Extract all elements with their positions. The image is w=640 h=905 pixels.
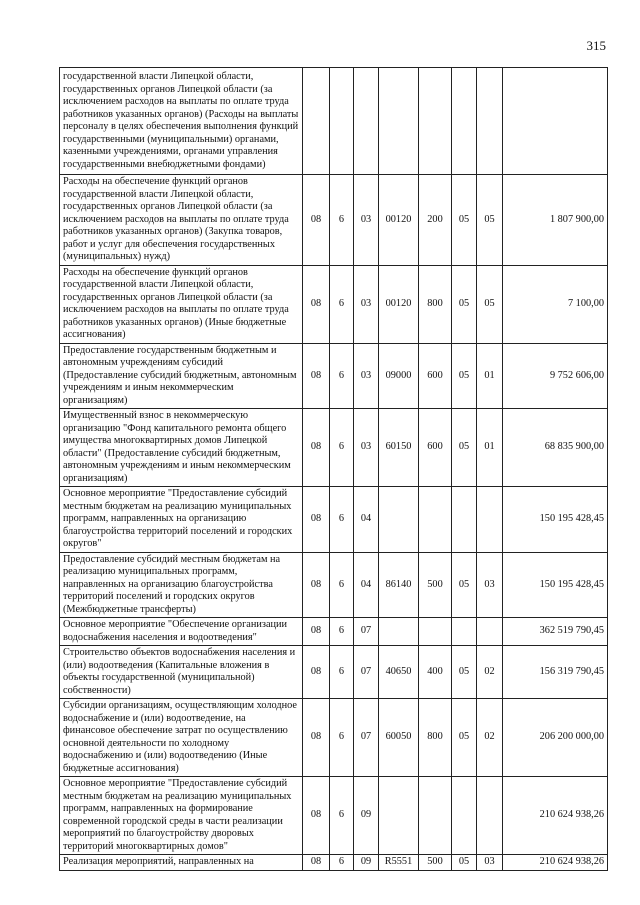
- code-cell: [477, 777, 503, 855]
- code-cell: [379, 777, 419, 855]
- row-name: Расходы на обеспечение функций органов государственной власти Липецкой области, государственных органов Липецкой области (за исключением расходов на выплаты по оплате труда работников указанных органов) (Закупка товаров, работ и услуг для обеспечения государственных (муниципальных) нужд): [60, 175, 303, 266]
- code-cell: 6: [330, 699, 354, 777]
- row-name: Основное мероприятие "Предоставление субсидий местным бюджетам на реализацию муниципальных программ, направленных на организацию благоустройства территорий поселений и городских округов": [60, 487, 303, 553]
- code-cell: 07: [354, 699, 379, 777]
- code-cell: 6: [330, 855, 354, 871]
- code-cell: 05: [452, 265, 477, 343]
- code-cell: 05: [477, 265, 503, 343]
- code-cell: 6: [330, 343, 354, 409]
- code-cell: 05: [452, 552, 477, 618]
- amount-cell: 206 200 000,00: [503, 699, 608, 777]
- code-cell: 01: [477, 343, 503, 409]
- table-row: [60, 699, 608, 777]
- code-cell: [477, 618, 503, 646]
- code-cell: R5551: [379, 855, 419, 871]
- code-cell: 08: [303, 646, 330, 699]
- row-name: государственной власти Липецкой области, государственных органов Липецкой области (за исключением расходов на выплаты по оплате труда работников указанных органов) (Расходы на выплаты персоналу в целях обеспечения выполнения функций государственными (муниципальными) органами, казенными учреждениями, органами управления государственными внебюджетными фондами): [60, 68, 303, 175]
- amount-cell: 68 835 900,00: [503, 409, 608, 487]
- table-row: [60, 68, 608, 175]
- code-cell: 08: [303, 265, 330, 343]
- code-cell: 08: [303, 777, 330, 855]
- code-cell: 07: [354, 618, 379, 646]
- code-cell: 00120: [379, 175, 419, 266]
- amount-cell: 7 100,00: [503, 265, 608, 343]
- code-cell: 08: [303, 552, 330, 618]
- code-cell: 6: [330, 409, 354, 487]
- table-row: [60, 175, 608, 266]
- code-cell: [419, 487, 452, 553]
- table-row: [60, 265, 608, 343]
- code-cell: [452, 487, 477, 553]
- row-name: Имущественный взнос в некоммерческую организацию "Фонд капитального ремонта общего имущества многоквартирных домов Липецкой области" (Предоставление субсидий бюджетным, автономным учреждениям и иным некоммерческим организациям): [60, 409, 303, 487]
- row-name: Субсидии организациям, осуществляющим холодное водоснабжение и (или) водоотведение, на финансовое обеспечение затрат по осуществлению основной деятельности по холодному водоснабжению и (или) водоотведению (Иные бюджетные ассигнования): [60, 699, 303, 777]
- row-name: Реализация мероприятий, направленных на: [60, 855, 303, 871]
- code-cell: 05: [452, 646, 477, 699]
- table-row: [60, 618, 608, 646]
- code-cell: 09: [354, 777, 379, 855]
- code-cell: [379, 487, 419, 553]
- code-cell: 04: [354, 487, 379, 553]
- code-cell: 09000: [379, 343, 419, 409]
- code-cell: 05: [452, 175, 477, 266]
- code-cell: 500: [419, 855, 452, 871]
- code-cell: 08: [303, 699, 330, 777]
- code-cell: [452, 618, 477, 646]
- code-cell: 08: [303, 175, 330, 266]
- table-row: [60, 409, 608, 487]
- code-cell: 6: [330, 777, 354, 855]
- code-cell: 04: [354, 552, 379, 618]
- code-cell: 07: [354, 646, 379, 699]
- code-cell: 05: [477, 175, 503, 266]
- code-cell: [419, 618, 452, 646]
- row-name: Строительство объектов водоснабжения населения и (или) водоотведения (Капитальные вложения в объекты государственной (муниципальной) собственности): [60, 646, 303, 699]
- table-row: [60, 343, 608, 409]
- code-cell: [477, 487, 503, 553]
- amount-cell: 150 195 428,45: [503, 552, 608, 618]
- code-cell: 6: [330, 552, 354, 618]
- code-cell: 05: [452, 855, 477, 871]
- code-cell: 05: [452, 343, 477, 409]
- page-number: 315: [586, 38, 606, 53]
- table-row: [60, 777, 608, 855]
- code-cell: 02: [477, 646, 503, 699]
- code-cell: [303, 68, 330, 175]
- code-cell: 6: [330, 265, 354, 343]
- code-cell: 01: [477, 409, 503, 487]
- code-cell: 05: [452, 409, 477, 487]
- code-cell: 03: [354, 265, 379, 343]
- code-cell: 03: [354, 409, 379, 487]
- code-cell: [330, 68, 354, 175]
- amount-cell: 210 624 938,26: [503, 855, 608, 871]
- code-cell: 800: [419, 265, 452, 343]
- table-row: [60, 646, 608, 699]
- code-cell: 03: [477, 552, 503, 618]
- amount-cell: 362 519 790,45: [503, 618, 608, 646]
- code-cell: 400: [419, 646, 452, 699]
- table-row: [60, 487, 608, 553]
- code-cell: 40650: [379, 646, 419, 699]
- code-cell: 03: [477, 855, 503, 871]
- code-cell: [452, 777, 477, 855]
- code-cell: 600: [419, 343, 452, 409]
- code-cell: 02: [477, 699, 503, 777]
- row-name: Предоставление государственным бюджетным и автономным учреждениям субсидий (Предоставление субсидий бюджетным, автономным учреждениям и иным некоммерческим организациям): [60, 343, 303, 409]
- code-cell: [379, 618, 419, 646]
- table-row: [60, 552, 608, 618]
- code-cell: 08: [303, 487, 330, 553]
- code-cell: [419, 777, 452, 855]
- amount-cell: 9 752 606,00: [503, 343, 608, 409]
- code-cell: 08: [303, 855, 330, 871]
- amount-cell: 156 319 790,45: [503, 646, 608, 699]
- amount-cell: 150 195 428,45: [503, 487, 608, 553]
- code-cell: 03: [354, 343, 379, 409]
- row-name: Основное мероприятие "Обеспечение организации водоснабжения населения и водоотведения": [60, 618, 303, 646]
- code-cell: 800: [419, 699, 452, 777]
- code-cell: 86140: [379, 552, 419, 618]
- table-row: [60, 855, 608, 871]
- code-cell: 6: [330, 646, 354, 699]
- row-name: Основное мероприятие "Предоставление субсидий местным бюджетам на реализацию муниципальных программ, направленных на формирование современной городской среды в части реализации мероприятий по благоустройству дворовых территорий многоквартирных домов": [60, 777, 303, 855]
- budget-table: [59, 67, 608, 871]
- code-cell: 08: [303, 343, 330, 409]
- code-cell: 09: [354, 855, 379, 871]
- code-cell: [354, 68, 379, 175]
- code-cell: [477, 68, 503, 175]
- code-cell: 08: [303, 409, 330, 487]
- code-cell: 60050: [379, 699, 419, 777]
- code-cell: 00120: [379, 265, 419, 343]
- code-cell: [452, 68, 477, 175]
- code-cell: 05: [452, 699, 477, 777]
- code-cell: [379, 68, 419, 175]
- code-cell: 6: [330, 175, 354, 266]
- code-cell: 08: [303, 618, 330, 646]
- amount-cell: [503, 68, 608, 175]
- code-cell: 03: [354, 175, 379, 266]
- code-cell: 600: [419, 409, 452, 487]
- code-cell: 500: [419, 552, 452, 618]
- amount-cell: 210 624 938,26: [503, 777, 608, 855]
- code-cell: 60150: [379, 409, 419, 487]
- amount-cell: 1 807 900,00: [503, 175, 608, 266]
- code-cell: 6: [330, 618, 354, 646]
- row-name: Предоставление субсидий местным бюджетам на реализацию муниципальных программ, направленных на организацию благоустройства территорий поселений и городских округов (Межбюджетные трансферты): [60, 552, 303, 618]
- code-cell: 6: [330, 487, 354, 553]
- code-cell: 200: [419, 175, 452, 266]
- code-cell: [419, 68, 452, 175]
- row-name: Расходы на обеспечение функций органов государственной власти Липецкой области, государственных органов Липецкой области (за исключением расходов на выплаты по оплате труда работников указанных органов) (Иные бюджетные ассигнования): [60, 265, 303, 343]
